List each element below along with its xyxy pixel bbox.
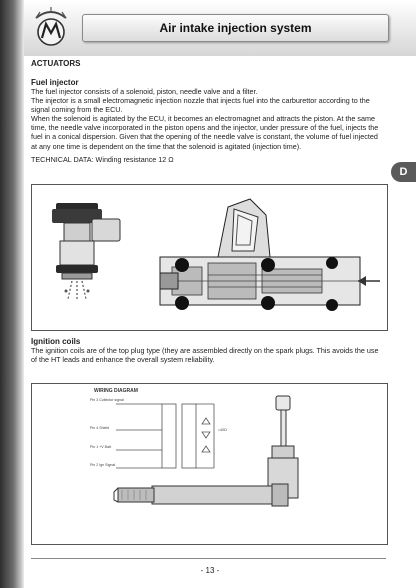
pin-label: Pin 4 Shield	[90, 426, 110, 430]
wiring-diagram-illustration	[32, 384, 387, 544]
fuel-injector-illustration	[32, 185, 387, 330]
pin-label: Pin 1 +V Batt	[90, 445, 112, 449]
section-heading: ACTUATORS	[31, 59, 81, 68]
hv-label: ≈40Ω	[218, 428, 227, 432]
side-bar	[0, 0, 24, 588]
page-number: - 13 -	[200, 566, 220, 575]
fuel-injector-heading: Fuel injector	[31, 78, 79, 87]
ignition-coils-paragraph: The ignition coils are of the top plug type (they are assembled directly on the spark plugs. This avoids the use of the HT leads and enhance the overall system reliability.	[31, 346, 379, 365]
ignition-coil-figure	[31, 383, 388, 545]
pin-label: Pin 3 Collector signal	[90, 398, 124, 402]
technical-data: TECHNICAL DATA: Winding resistance 12 Ω	[31, 155, 174, 164]
pin-label: Pin 2 Ign Signal	[90, 463, 116, 467]
ignition-coils-heading: Ignition coils	[31, 337, 81, 346]
fuel-injector-paragraph-3: When the solenoid is agitated by the ECU, it becomes an electromagnet and attracts the piston. At the same time, the needle valve incorporated in the piston opens and the injector, under pressure of the fuel, injects the fuel in a conical dispersion. Given that the opening of the needle valve is constant, the volume of fuel injected at any one time is dependent on the time that the solenoid is agitated (injection time).	[31, 114, 379, 151]
footer-divider	[31, 558, 386, 559]
fuel-injector-paragraph-1: The fuel injector consists of a solenoid, piston, needle valve and a filter.	[31, 87, 258, 96]
section-tab: D	[391, 162, 416, 182]
mv-agusta-logo-icon	[30, 4, 72, 48]
fuel-injector-paragraph-2: The injector is a small electromagnetic injection nozzle that injects fuel into the carburettor according to the signal coming from the ECU.	[31, 96, 370, 115]
wiring-diagram-title: WIRING DIAGRAM	[94, 388, 138, 394]
fuel-injector-figure	[31, 184, 388, 331]
page-title: Air intake injection system	[82, 14, 389, 42]
